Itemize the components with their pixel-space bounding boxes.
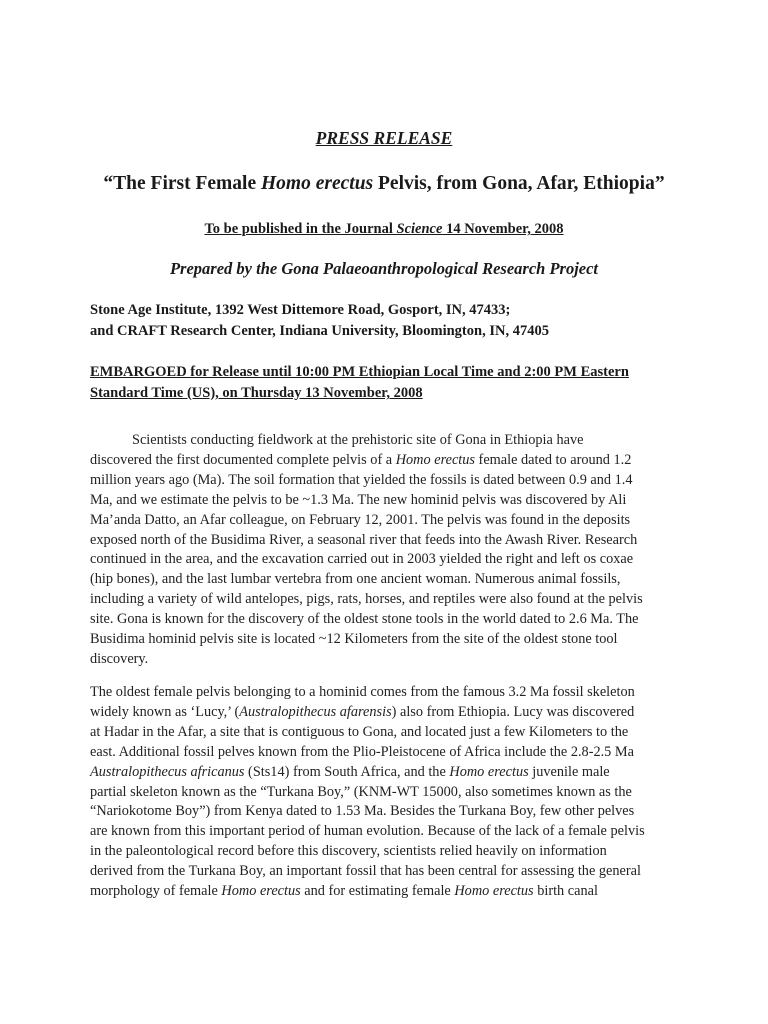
paragraph-line: continued in the area, and the excavation carried out in 2003 yielded the right and left os coxae	[90, 551, 634, 568]
text-run: (Sts14) from South Africa, and the	[244, 763, 450, 780]
paragraph-line: The oldest female pelvis belonging to a hominid comes from the famous 3.2 Ma fossil skeleton	[90, 684, 635, 700]
paragraph-line: million years ago (Ma). The soil formation that yielded the fossils is dated between 0.9 and 1.4	[90, 471, 633, 488]
italic-species-name: Homo erectus	[449, 763, 529, 780]
paragraph-line: (hip bones), and the last lumbar vertebra from one ancient woman. Numerous animal fossils,	[90, 571, 621, 588]
publication-part-1: To be published in the Journal	[204, 221, 397, 237]
address-line-1: Stone Age Institute, 1392 West Dittemore Road, Gosport, IN, 47433;	[90, 302, 511, 318]
paragraph-line	[90, 451, 690, 471]
prepared-by-line: Prepared by the Gona Palaeoanthropological Research Project	[169, 259, 599, 278]
italic-species-name: Australopithecus africanus	[90, 763, 245, 780]
text-run: discovered the first documented complete pelvis of a	[90, 451, 396, 468]
text-run: birth canal	[533, 883, 598, 900]
paragraph-line: “Nariokotome Boy”) from Kenya dated to 1.53 Ma. Besides the Turkana Boy, few other pelves	[90, 803, 635, 820]
text-run: juvenile male	[528, 763, 610, 780]
text-run: and for estimating female	[300, 883, 455, 900]
paragraph-line: including a variety of wild antelopes, pigs, rats, horses, and reptiles were also found at the pelvis	[90, 591, 643, 608]
body-paragraph-1	[90, 431, 690, 670]
address-block	[90, 300, 690, 342]
italic-species-name: Homo erectus	[395, 451, 475, 468]
text-run: female dated to around 1.2	[474, 451, 632, 468]
paragraph-line: site. Gona is known for the discovery of the oldest stone tools in the world dated to 2.6 Ma. The	[90, 611, 639, 628]
paragraph-line: exposed north of the Busidima River, a seasonal river that feeds into the Awash River. Research	[90, 531, 638, 548]
paragraph-line: are known from this important period of human evolution. Because of the lack of a female pelvis	[90, 823, 645, 840]
paragraph-line: Busidima hominid pelvis site is located ~12 Kilometers from the site of the oldest stone tool	[90, 631, 618, 648]
title-italic-species: Homo erectus	[261, 173, 374, 194]
text-run: ) also from Ethiopia. Lucy was discovered	[391, 703, 635, 720]
paragraph-line: partial skeleton known as the “Turkana Boy,” (KNM-WT 15000, also sometimes known as the	[90, 783, 632, 800]
paragraph-line	[90, 763, 690, 783]
embargo-line-2: Standard Time (US), on Thursday 13 November, 2008	[90, 385, 423, 401]
address-line-2: and CRAFT Research Center, Indiana University, Bloomington, IN, 47405	[90, 323, 549, 339]
paragraph-line: at Hadar in the Afar, a site that is contiguous to Gona, and located just a few Kilometers to the	[90, 723, 629, 740]
text-run: morphology of female	[90, 883, 222, 900]
press-release-heading: PRESS RELEASE	[315, 128, 453, 148]
publication-journal-name: Science	[396, 221, 443, 237]
document-title	[0, 173, 768, 195]
paragraph-line	[90, 703, 690, 723]
paragraph-line: Scientists conducting fieldwork at the prehistoric site of Gona in Ethiopia have	[132, 432, 584, 448]
italic-species-name: Homo erectus	[454, 883, 534, 900]
publication-notice	[0, 221, 768, 238]
publication-date: 14 November, 2008	[442, 221, 564, 237]
paragraph-line: Ma, and we estimate the pelvis to be ~1.3 Ma. The new hominid pelvis was discovered by Ali	[90, 491, 627, 508]
embargo-notice	[90, 362, 690, 404]
paragraph-line	[90, 882, 690, 902]
text-run: widely known as ‘Lucy,’ (	[90, 703, 240, 720]
paragraph-line: discovery.	[90, 650, 149, 667]
paragraph-line: east. Additional fossil pelves known from the Plio-Pleistocene of Africa include the 2.8-2.5 Ma	[90, 743, 634, 760]
title-part-3: Pelvis, from Gona, Afar, Ethiopia”	[373, 173, 665, 194]
title-part-1: “The First Female	[103, 173, 262, 194]
paragraph-line: Ma’anda Datto, an Afar colleague, on February 12, 2001. The pelvis was found in the deposits	[90, 511, 631, 528]
embargo-line-1: EMBARGOED for Release until 10:00 PM Ethiopian Local Time and 2:00 PM Eastern	[90, 364, 629, 380]
paragraph-line: in the paleontological record before this discovery, scientists relied heavily on information	[90, 843, 607, 860]
italic-species-name: Australopithecus afarensis	[239, 703, 392, 720]
paragraph-line: derived from the Turkana Boy, an important fossil that has been central for assessing the general	[90, 863, 641, 880]
italic-species-name: Homo erectus	[221, 883, 301, 900]
body-paragraph-2	[90, 683, 690, 902]
